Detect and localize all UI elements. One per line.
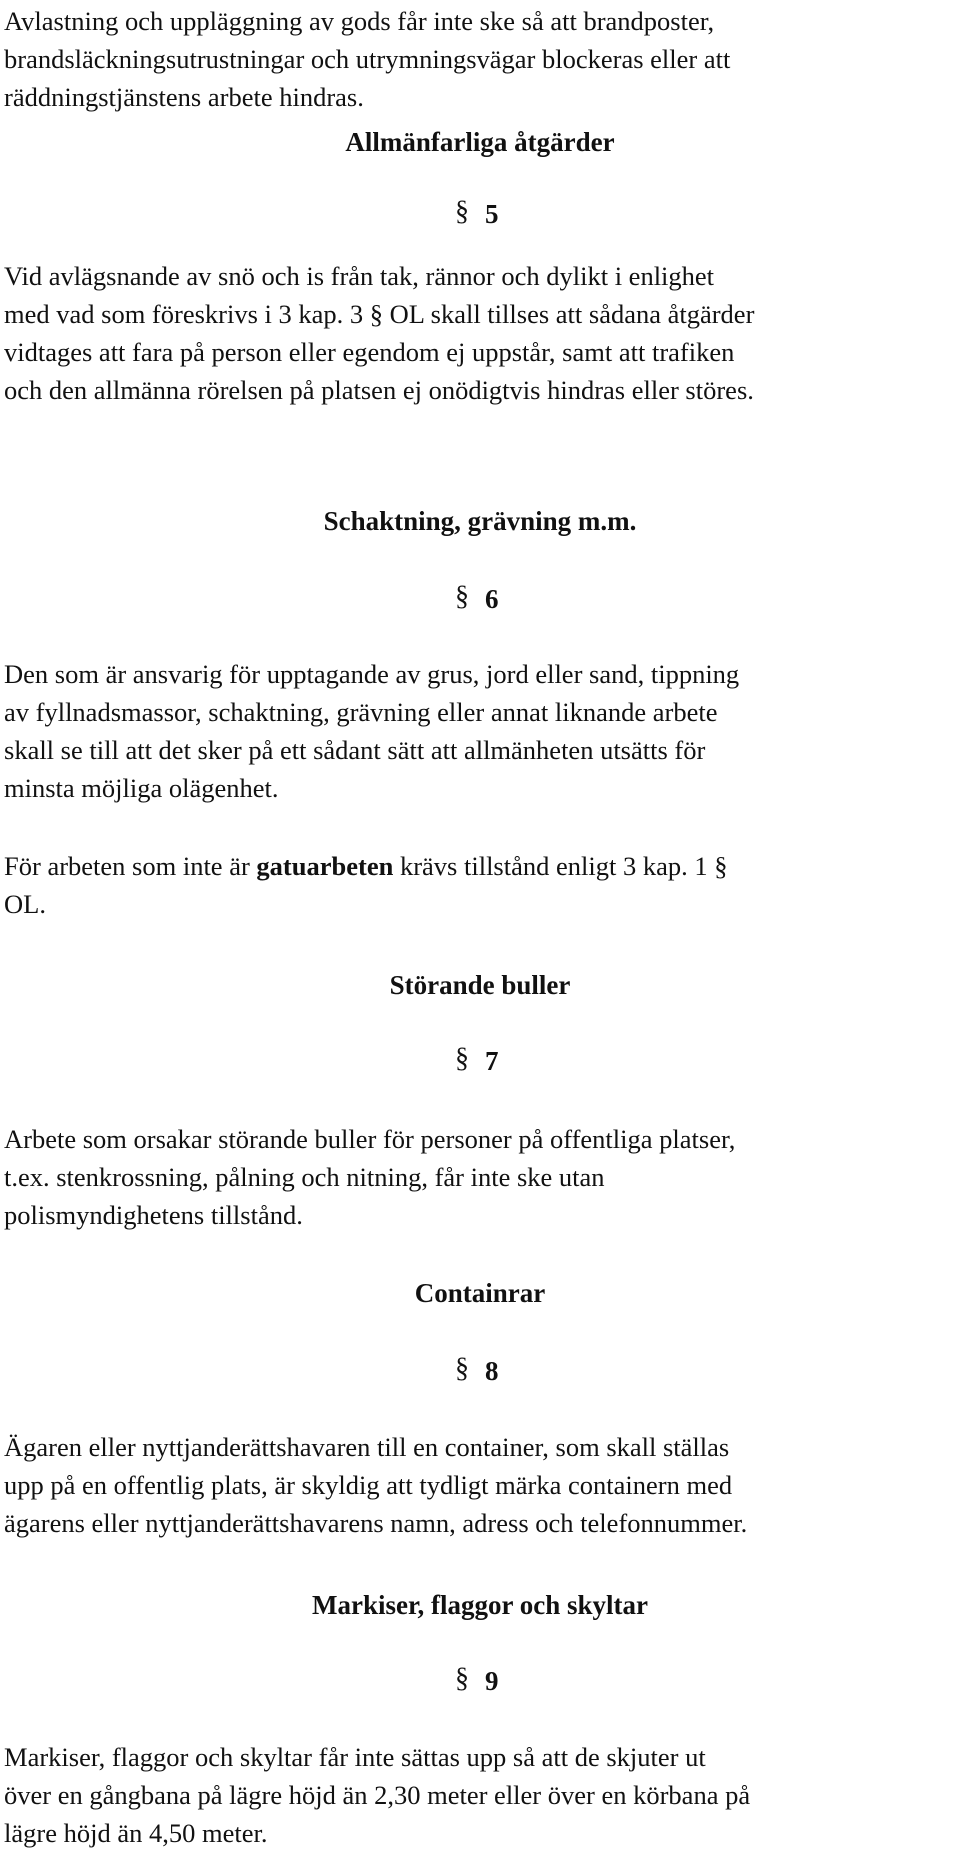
text-line: Avlastning och uppläggning av gods får inte ske så att brandposter,: [4, 6, 715, 36]
text-line: polismyndighetens tillstånd.: [4, 1200, 303, 1230]
text-line: Den som är ansvarig för upptagande av grus, jord eller sand, tippning: [4, 659, 740, 689]
section-sign: §: [455, 581, 469, 612]
text-line: skall se till att det sker på ett sådant sätt att allmänheten utsätts för: [4, 735, 706, 765]
text-line: [4, 847, 959, 885]
section-number: 9: [485, 1666, 499, 1696]
text-fragment: krävs tillstånd enligt 3 kap. 1 §: [393, 851, 728, 881]
text-line: Vid avlägsnande av snö och is från tak, rännor och dylikt i enlighet: [4, 261, 715, 291]
paragraph-marker: [455, 1352, 515, 1390]
text-line: t.ex. stenkrossning, pålning och nitning, får inte ske utan: [4, 1162, 605, 1192]
section-number: 5: [485, 199, 499, 229]
text-line: lägre höjd än 4,50 meter.: [4, 1818, 268, 1848]
section-sign: §: [455, 196, 469, 227]
text-line: och den allmänna rörelsen på platsen ej onödigtvis hindras eller störes.: [4, 375, 754, 405]
section-heading: Allmänfarliga åtgärder: [345, 127, 615, 157]
text-line: Markiser, flaggor och skyltar får inte sättas upp så att de skjuter ut: [4, 1742, 706, 1772]
paragraph-marker: [455, 195, 515, 233]
text-line: minsta möjliga olägenhet.: [4, 773, 279, 803]
section-heading: Schaktning, grävning m.m.: [323, 506, 637, 536]
section-sign: §: [455, 1043, 469, 1074]
section-number: 8: [485, 1356, 499, 1386]
text-line: med vad som föreskrivs i 3 kap. 3 § OL skall tillses att sådana åtgärder: [4, 299, 755, 329]
section-paragraph: [4, 655, 959, 807]
section-paragraph: [4, 1428, 959, 1542]
paragraph-marker: [455, 1042, 515, 1080]
section-paragraph: [4, 1120, 959, 1234]
section-paragraph: [4, 1738, 959, 1852]
text-line: brandsläckningsutrustningar och utrymningsvägar blockeras eller att: [4, 44, 731, 74]
section-sign: §: [455, 1353, 469, 1384]
bold-term: gatuarbeten: [256, 851, 394, 881]
section-extra-paragraph: [4, 847, 959, 923]
section-number: 6: [485, 584, 499, 614]
section-number: 7: [485, 1046, 499, 1076]
section-heading: Störande buller: [389, 970, 571, 1000]
text-line: Ägaren eller nyttjanderättshavaren till en container, som skall ställas: [4, 1432, 730, 1462]
section-heading: Containrar: [414, 1278, 546, 1308]
text-line: räddningstjänstens arbete hindras.: [4, 82, 364, 112]
text-fragment: För arbeten som inte är: [4, 851, 257, 881]
paragraph-marker: [455, 1662, 515, 1700]
intro-paragraph: [4, 2, 959, 116]
text-line: OL.: [4, 889, 46, 919]
text-line: av fyllnadsmassor, schaktning, grävning eller annat liknande arbete: [4, 697, 718, 727]
text-line: ägarens eller nyttjanderättshavarens namn, adress och telefonnummer.: [4, 1508, 748, 1538]
section-sign: §: [455, 1663, 469, 1694]
section-paragraph: [4, 257, 959, 409]
text-line: Arbete som orsakar störande buller för personer på offentliga platser,: [4, 1124, 736, 1154]
text-line: över en gångbana på lägre höjd än 2,30 meter eller över en körbana på: [4, 1780, 751, 1810]
text-line: vidtages att fara på person eller egendom ej uppstår, samt att trafiken: [4, 337, 735, 367]
paragraph-marker: [455, 580, 515, 618]
text-line: upp på en offentlig plats, är skyldig att tydligt märka containern med: [4, 1470, 733, 1500]
section-heading: Markiser, flaggor och skyltar: [312, 1590, 648, 1620]
